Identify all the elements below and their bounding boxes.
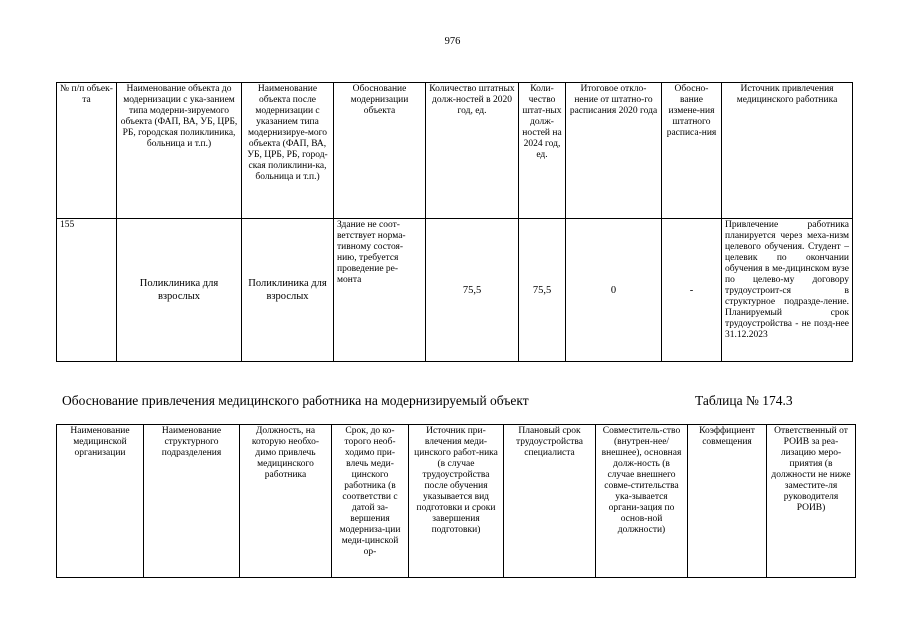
source-cell: Привлечение работника планируется через меха-низм целевого обучения. Студент – целевик по окончании обучения в ме-дицинском вузе по целево-му договору трудоустроит-ся в структурное подразде-ление. Планируемый срок трудоустройства - не позд-нее 31.12.2023 [722,219,853,362]
header-cell: Коэффициент совмещения [688,425,767,578]
modernization-table [56,82,853,362]
header-cell: Итоговое откло-нение от штатно-го расписания 2020 года [566,83,662,219]
staff-2020-cell: 75,5 [426,219,519,362]
staff-attraction-table [56,424,856,578]
object-number-cell: 155 [57,219,117,362]
object-before-cell: Поликлиника для взрослых [117,219,242,362]
table-label: Таблица № 174.3 [695,393,793,408]
table-header-row [57,425,856,578]
justification-cell: Здание не соот-ветствует норма-тивному состоя-нию, требуется проведение ре-монта [334,219,426,362]
deviation-cell: 0 [566,219,662,362]
header-cell: Совместитель-ство (внутрен-нее/внешнее), основная долж-ность (в случае внешнего совме-стительства ука-зывается органи-зация по основ-ной должности) [596,425,688,578]
header-cell: № п/п объек-та [57,83,117,219]
header-cell: Ответственный от РОИВ за реа-лизацию меро-приятия (в должности не ниже заместите-ля руководителя РОИВ) [767,425,856,578]
header-cell: Наименование медицинской организации [57,425,144,578]
page-number: 976 [444,36,461,47]
header-cell: Обоснование модернизации объекта [334,83,426,219]
table-header-row [57,83,853,219]
table-row [57,219,853,362]
header-cell: Срок, до ко-торого необ-ходимо при-влечь меди-цинского работника (в соответстви с датой за-вершения модерниза-ции меди-цинской ор- [332,425,409,578]
header-cell: Количество штатных долж-ностей в 2020 год, ед. [426,83,519,219]
header-cell: Источник привлечения медицинского работника [722,83,853,219]
object-after-cell: Поликлиника для взрослых [242,219,334,362]
section-title: Обоснование привлечения медицинского работника на модернизируемый объект [62,393,529,408]
header-cell: Коли-чество штат-ных долж-ностей на 2024 год, ед. [519,83,566,219]
change-reason-cell: - [662,219,722,362]
header-cell: Наименование объекта после модернизации с указанием типа модернизируе-мого объекта (ФАП, ВА, УБ, ЦРБ, РБ, город-ская поликлини-ка, больница и т.п.) [242,83,334,219]
header-cell: Наименование структурного подразделения [144,425,240,578]
header-cell: Обосно-вание измене-ния штатного расписа-ния [662,83,722,219]
header-cell: Источник при-влечения меди-цинского работ-ника (в случае трудоустройства после обучения указывается вид подготовки и сроки завершения подготовки) [409,425,504,578]
header-cell: Наименование объекта до модернизации с ука-занием типа модерни-зируемого объекта (ФАП, ВА, УБ, ЦРБ, РБ, городская поликлиника, больница и т.п.) [117,83,242,219]
header-cell: Должность, на которую необхо-димо привлечь медицинского работника [240,425,332,578]
header-cell: Плановый срок трудоустройства специалиста [504,425,596,578]
staff-2024-cell: 75,5 [519,219,566,362]
